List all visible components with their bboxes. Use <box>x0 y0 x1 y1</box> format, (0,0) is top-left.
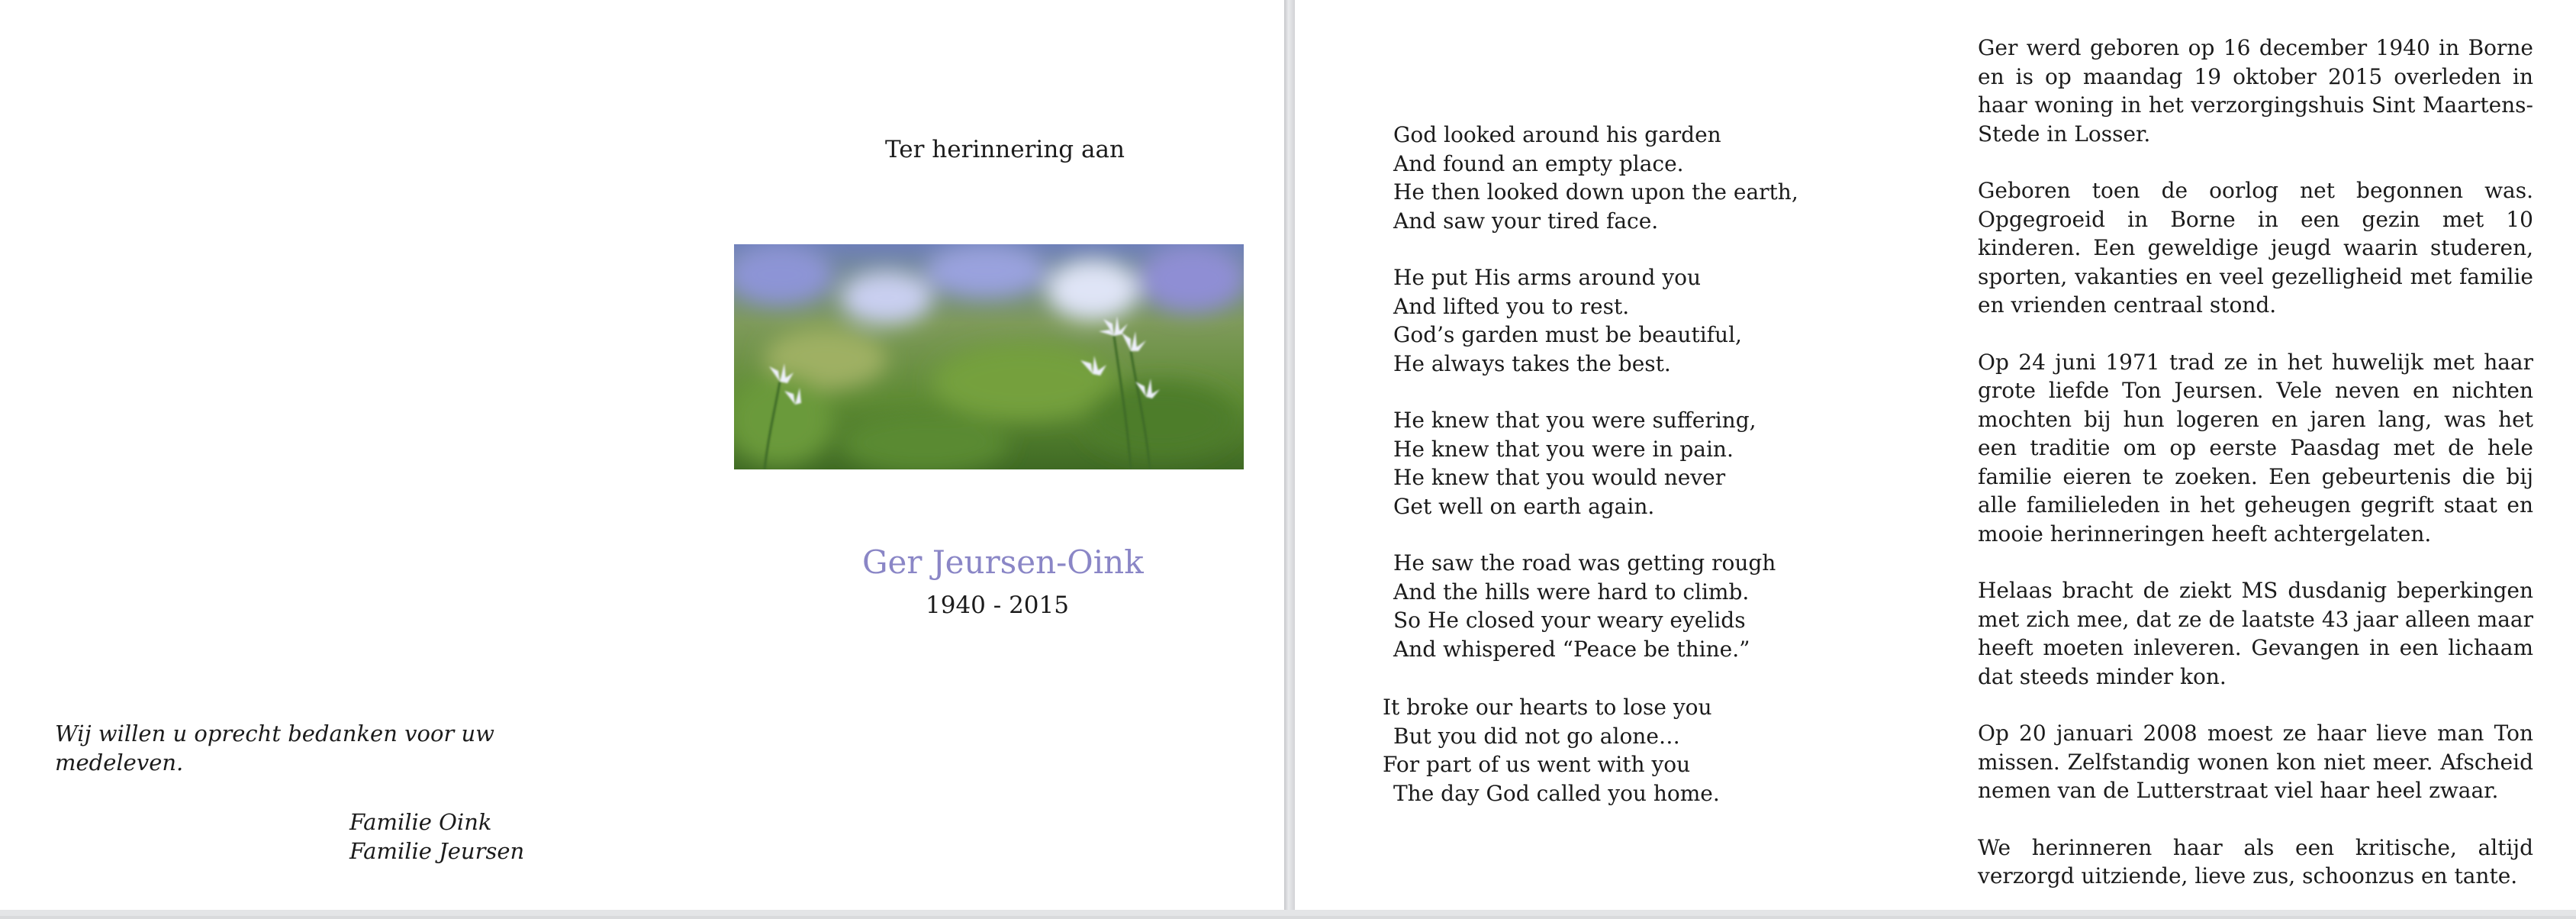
poem-line: For part of us went with you <box>1383 752 1691 777</box>
bio-paragraph: Op 24 juni 1971 trad ze in het huwelijk met haar grote liefde Ton Jeursen. Vele neven en nichten mochten bij hun logeren en jaren lang, was het een traditie om op eerste Paasdag met de hele familie eieren te zoeken. Een gebeurtenis die bij alle familieleden in het geheugen gegrift staat en mooie herinneringen heeft achtergelaten. <box>1978 349 2533 547</box>
poem-line: But you did not go alone… <box>1393 723 1680 749</box>
bio-paragraph: We herinneren haar als een kritische, altijd verzorgd uitziende, lieve zus, schoonzus en tante. <box>1978 834 2533 888</box>
bio-paragraph: Ger werd geboren op 16 december 1940 in Borne en is op maandag 19 oktober 2015 overleden in haar woning in het verzorgingshuis Sint Maartens-Stede in Losser. <box>1978 35 2533 147</box>
deceased-name: Ger Jeursen-Oink <box>862 543 1144 581</box>
poem-line: He saw the road was getting rough <box>1393 550 1776 576</box>
poem-stanza-5 <box>1383 693 1720 836</box>
poem-line: He knew that you were suffering, <box>1393 408 1757 433</box>
family-signatures <box>349 808 524 866</box>
flower-photo-icon <box>734 244 1244 469</box>
intro-text: Ter herinnering aan <box>885 136 1125 163</box>
card-fold <box>1284 0 1295 916</box>
flower-meadow-photo <box>734 244 1244 469</box>
life-years: 1940 - 2015 <box>926 592 1069 619</box>
poem-stanza <box>1393 263 1798 378</box>
poem-stanza <box>1393 121 1798 235</box>
poem-line: He put His arms around you <box>1393 265 1702 290</box>
bio-paragraph: Helaas bracht de ziekt MS dusdanig beperkingen met zich mee, dat ze de laatste 43 jaar alleen maar heeft moeten inleveren. Gevangen in een lichaam dat steeds minder kon. <box>1978 578 2533 689</box>
poem-line: He knew that you would never <box>1393 465 1726 490</box>
poem-line: And found an empty place. <box>1393 150 1684 176</box>
poem-stanza <box>1383 693 1720 808</box>
bio-paragraph: Op 20 januari 2008 moest ze haar lieve man Ton missen. Zelfstandig wonen kon niet meer. Afscheid nemen van de Lutterstraat viel haar heel zwaar. <box>1978 721 2533 803</box>
signature-oink: Familie Oink <box>349 809 492 835</box>
poem-line: So He closed your weary eyelids <box>1393 608 1746 633</box>
signature-jeursen: Familie Jeursen <box>349 838 525 864</box>
biography <box>1978 34 2533 919</box>
bio-paragraph: Geboren toen de oorlog net begonnen was. Opgegroeid in Borne in een gezin met 10 kinderen. Een geweldige jeugd waarin studeren, sporten, vakanties en veel gezelligheid met familie en vrienden centraal stond. <box>1978 178 2533 318</box>
poem-stanza <box>1393 406 1798 521</box>
poem-line: It broke our hearts to lose you <box>1383 695 1712 720</box>
poem-stanza <box>1393 549 1798 663</box>
poem-line: He always takes the best. <box>1393 350 1671 376</box>
poem-line: God looked around his garden <box>1393 122 1721 147</box>
poem-line: Get well on earth again. <box>1393 493 1655 519</box>
poem-line: He knew that you were in pain. <box>1393 436 1734 462</box>
poem-line: And whispered “Peace be thine.” <box>1393 636 1750 662</box>
poem-stanzas-1-4 <box>1393 121 1798 692</box>
poem-line: He then looked down upon the earth, <box>1393 179 1798 205</box>
poem-line: God’s garden must be beautiful, <box>1393 322 1742 347</box>
poem-line: And saw your tired face. <box>1393 208 1659 234</box>
poem-line: The day God called you home. <box>1393 780 1720 806</box>
thank-you-message: Wij willen u oprecht bedanken voor uw medeleven. <box>55 721 494 776</box>
poem-line: And lifted you to rest. <box>1393 293 1630 319</box>
poem-line: And the hills were hard to climb. <box>1393 579 1750 605</box>
